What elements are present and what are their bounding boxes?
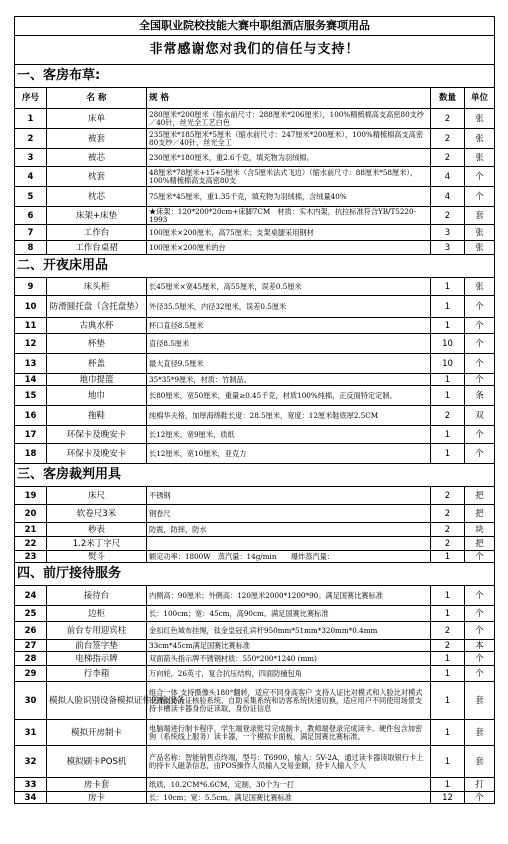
cell-name: 杯垫	[47, 334, 147, 354]
cell-unit: 个	[465, 187, 495, 207]
spec-text: 钢卷尺	[149, 508, 171, 518]
cell-no: 14	[15, 374, 47, 386]
cell-no: 1	[15, 109, 47, 129]
spec-text: 长12厘米，宽9厘米，质纸	[149, 429, 235, 439]
table-row	[15, 487, 495, 505]
table-row	[15, 207, 495, 225]
cell-unit: 个	[465, 551, 495, 563]
cell-unit: 个	[465, 426, 495, 444]
table-row	[15, 792, 495, 804]
cell-no: 8	[15, 241, 47, 255]
cell-qty: 10	[431, 334, 465, 354]
cell-no: 18	[15, 444, 47, 464]
cell-unit: 个	[465, 622, 495, 640]
cell-unit: 个	[465, 586, 495, 606]
cell-name: 地巾提篮	[47, 374, 147, 386]
cell-qty: 2	[431, 109, 465, 129]
cell-name: 行李箱	[47, 666, 147, 682]
cell-name: 软卷尺3米	[47, 505, 147, 523]
cell-no: 10	[15, 296, 47, 318]
cell-no: 2	[15, 129, 47, 149]
cell-qty: 1	[431, 778, 465, 792]
spec-text: 纯棉华夫格，加厚海绵鞋长度：28.5厘米，宽度：12厘米鞋底厚2.5CM	[149, 410, 379, 420]
cell-name: 工作台	[47, 225, 147, 241]
spec-text: 万向轮，26英寸，复合抗压结构，四面防撞包角	[149, 668, 302, 678]
cell-no: 13	[15, 354, 47, 374]
cell-qty: 4	[431, 167, 465, 187]
cell-spec	[147, 167, 431, 187]
cell-name: 环保卡及晚安卡	[47, 426, 147, 444]
spec-text: 长80厘米，宽50厘米，重量≥0.45千克，材质100%纯棉，正反面特定定制。	[149, 390, 397, 400]
cell-qty: 1	[431, 586, 465, 606]
cell-no: 32	[15, 746, 47, 778]
cell-unit: 个	[465, 444, 495, 464]
cell-no: 26	[15, 622, 47, 640]
cell-unit: 个	[465, 652, 495, 666]
table-row	[15, 666, 495, 682]
cell-name: 房卡	[47, 792, 147, 804]
cell-name: 环保卡及晚安卡	[47, 444, 147, 464]
cell-spec	[147, 406, 431, 426]
header-qty: 数量	[431, 88, 465, 109]
cell-unit: 张	[465, 278, 495, 296]
cell-no: 19	[15, 487, 47, 505]
table-row	[15, 746, 495, 778]
spec-text: 纸质，10.2CM*6.6CM，定制，30个为一打	[149, 779, 294, 789]
spec-text: 35*35*9厘米，材质：竹制品。	[149, 374, 251, 384]
cell-unit: 张	[465, 225, 495, 241]
spec-text: 235厘米*185厘米*5厘米（缩水前尺寸：247厘米*200厘米），100%精梳棉高支高密80支纱／40针，丝光全工	[149, 129, 424, 147]
cell-qty: 1	[431, 652, 465, 666]
cell-name: 枕套	[47, 167, 147, 187]
column-header-row	[15, 88, 495, 109]
cell-unit: 打	[465, 778, 495, 792]
cell-spec	[147, 505, 431, 523]
cell-qty: 1	[431, 746, 465, 778]
cell-qty: 1	[431, 318, 465, 334]
cell-name: 床头柜	[47, 278, 147, 296]
cell-name: 床架+床垫	[47, 207, 147, 225]
header-name: 名 称	[47, 88, 147, 109]
cell-spec	[147, 606, 431, 622]
spreadsheet	[14, 16, 494, 804]
spec-text: 长：100cm；宽：45cm，高90cm。满足国赛比赛标准	[149, 608, 329, 618]
supplies-table	[14, 16, 495, 804]
cell-no: 11	[15, 318, 47, 334]
cell-no: 31	[15, 720, 47, 746]
table-row	[15, 426, 495, 444]
cell-name: 防滑圆托盘（含托盘垫）	[47, 296, 147, 318]
cell-qty: 2	[431, 505, 465, 523]
cell-unit: 套	[465, 207, 495, 225]
table-row	[15, 334, 495, 354]
cell-no: 24	[15, 586, 47, 606]
cell-name: 模拟刷卡POS机	[47, 746, 147, 778]
cell-qty: 1	[431, 606, 465, 622]
cell-name: 被芯	[47, 149, 147, 167]
cell-spec	[147, 487, 431, 505]
section-heading: 二、开夜床用品	[15, 255, 495, 278]
cell-no: 29	[15, 666, 47, 682]
cell-unit: 张	[465, 241, 495, 255]
spec-text: 直径8.5厘米	[149, 338, 190, 348]
spec-text: 长45厘米×宽45厘米，高55厘米，误差0.5厘米	[149, 281, 302, 291]
cell-spec	[147, 640, 431, 652]
spec-text: 额定功率：1800W 蒸汽量：14g/min 爆炸蒸汽量：	[149, 551, 334, 561]
cell-spec	[147, 386, 431, 406]
spec-text: 组合一体 支持摄像头180°翻转，适应不同身高客户 支持人证比对模式和人脸比对模式设置支持人证核验系统、自助采集系统和访客系统快速切换，适应用户不同使用场景支持卡槽读卡器身份证读取，身份证信息	[149, 687, 423, 713]
table-row	[15, 622, 495, 640]
sheet-title: 全国职业院校技能大赛中职组酒店服务赛项用品	[15, 17, 495, 36]
cell-qty: 1	[431, 682, 465, 720]
table-row	[15, 225, 495, 241]
cell-qty: 4	[431, 187, 465, 207]
cell-name: 前台签字垫	[47, 640, 147, 652]
table-row	[15, 640, 495, 652]
cell-spec	[147, 149, 431, 167]
cell-no: 34	[15, 792, 47, 804]
cell-no: 30	[15, 682, 47, 720]
table-row	[15, 720, 495, 746]
cell-unit: 套	[465, 720, 495, 746]
table-row	[15, 318, 495, 334]
cell-qty: 2	[431, 487, 465, 505]
spec-text: 48厘米*78厘米+15+5厘米（含5厘米法式飞边）（缩水前尺寸：88厘米*58厘米），100%精梳棉高支高密80支	[149, 167, 418, 185]
cell-unit: 把	[465, 505, 495, 523]
cell-qty: 3	[431, 241, 465, 255]
cell-name: 接待台	[47, 586, 147, 606]
cell-spec	[147, 187, 431, 207]
cell-qty: 1	[431, 426, 465, 444]
thanks-row	[15, 36, 495, 65]
cell-unit: 个	[465, 606, 495, 622]
spec-text: 产品名称：智能销售点终端，型号：T6900，输入：5V-2A，通过读卡器读取银行卡上的持卡人磁条信息，由POS操作人员输入交易金额，持卡人输入个人	[149, 752, 424, 770]
cell-unit: 块	[465, 523, 495, 537]
cell-qty: 2	[431, 640, 465, 652]
cell-spec	[147, 334, 431, 354]
table-row	[15, 109, 495, 129]
cell-no: 6	[15, 207, 47, 225]
spec-text: 防震，防摔，防水	[149, 524, 207, 534]
cell-name: 1.2米丁字尺	[47, 537, 147, 551]
cell-no: 33	[15, 778, 47, 792]
cell-name: 拖鞋	[47, 406, 147, 426]
section-heading-row	[15, 563, 495, 586]
cell-qty: 2	[431, 149, 465, 167]
spec-text: 长：10cm；宽：5.5cm。满足国赛比赛标准	[149, 792, 292, 802]
cell-no: 23	[15, 551, 47, 563]
table-row	[15, 386, 495, 406]
cell-unit: 套	[465, 682, 495, 720]
cell-qty: 1	[431, 720, 465, 746]
cell-no: 3	[15, 149, 47, 167]
table-row	[15, 374, 495, 386]
cell-unit: 套	[465, 746, 495, 778]
table-row	[15, 354, 495, 374]
cell-spec	[147, 537, 431, 551]
spec-text: 33cm*45cm满足国赛比赛标准	[149, 640, 251, 650]
spec-text: 最大直径9.5厘米	[149, 358, 204, 368]
cell-no: 4	[15, 167, 47, 187]
cell-qty: 1	[431, 666, 465, 682]
cell-no: 20	[15, 505, 47, 523]
cell-spec	[147, 720, 431, 746]
cell-no: 12	[15, 334, 47, 354]
cell-spec	[147, 426, 431, 444]
cell-no: 9	[15, 278, 47, 296]
cell-spec	[147, 652, 431, 666]
cell-unit: 个	[465, 296, 495, 318]
cell-name: 模拟人脸识别设备模拟证件传输设备	[47, 682, 147, 720]
cell-qty: 1	[431, 444, 465, 464]
spec-text: 230厘米*180厘米，重2.6千克，填充物为羽绒棉。	[149, 152, 314, 162]
header-unit: 单位	[465, 88, 495, 109]
cell-no: 7	[15, 225, 47, 241]
cell-spec	[147, 666, 431, 682]
header-no: 序号	[15, 88, 47, 109]
cell-qty: 12	[431, 792, 465, 804]
table-row	[15, 241, 495, 255]
cell-unit: 个	[465, 167, 495, 187]
table-row	[15, 652, 495, 666]
cell-spec	[147, 444, 431, 464]
cell-qty: 2	[431, 406, 465, 426]
cell-no: 16	[15, 406, 47, 426]
table-row	[15, 682, 495, 720]
cell-unit: 张	[465, 149, 495, 167]
cell-unit: 张	[465, 109, 495, 129]
cell-spec	[147, 586, 431, 606]
cell-spec	[147, 551, 431, 563]
cell-spec	[147, 129, 431, 149]
cell-no: 17	[15, 426, 47, 444]
cell-qty: 2	[431, 622, 465, 640]
table-row	[15, 167, 495, 187]
cell-unit: 个	[465, 354, 495, 374]
cell-qty: 1	[431, 374, 465, 386]
cell-spec	[147, 354, 431, 374]
cell-no: 22	[15, 537, 47, 551]
cell-name: 前台专用迎宾柱	[47, 622, 147, 640]
table-row	[15, 551, 495, 563]
cell-spec	[147, 278, 431, 296]
cell-spec	[147, 778, 431, 792]
cell-unit: 个	[465, 318, 495, 334]
cell-name: 被套	[47, 129, 147, 149]
cell-no: 25	[15, 606, 47, 622]
cell-spec	[147, 523, 431, 537]
cell-name: 古典水杯	[47, 318, 147, 334]
cell-qty: 10	[431, 354, 465, 374]
cell-unit: 双	[465, 406, 495, 426]
cell-name: 枕芯	[47, 187, 147, 207]
spec-text: 100厘米×200厘米，高75厘米；支架桌腿采用钢材	[149, 227, 314, 237]
spec-text: 280厘米*200厘米（缩水前尺寸：288厘米*206厘米），100%精梳棉高支高密80支纱／40针，丝光全工艺白色	[149, 109, 425, 127]
cell-name: 电梯指示牌	[47, 652, 147, 666]
spec-text: 长12厘米，宽10厘米，亚克力	[149, 448, 247, 458]
table-row	[15, 586, 495, 606]
cell-spec	[147, 109, 431, 129]
table-row	[15, 523, 495, 537]
cell-spec	[147, 318, 431, 334]
section-heading: 三、客房裁判用具	[15, 464, 495, 487]
spec-text: 外径35.5厘米，内径32厘米，误差0.5厘米	[149, 301, 287, 311]
cell-unit: 本	[465, 640, 495, 652]
section-heading: 一、客房布草:	[15, 65, 495, 88]
cell-unit: 把	[465, 537, 495, 551]
table-row	[15, 505, 495, 523]
cell-no: 28	[15, 652, 47, 666]
cell-spec	[147, 682, 431, 720]
cell-unit: 个	[465, 666, 495, 682]
cell-spec	[147, 225, 431, 241]
section-heading-row	[15, 464, 495, 487]
spec-text: 内侧高：90厘米；外侧高：120厘米2000*1200*90。满足国赛比赛标准	[149, 590, 383, 600]
table-row	[15, 778, 495, 792]
spec-text: 金扣红色城布挂绳，钛金皇冠孔宾杆950mm*51mm*320mm*0.4mm	[149, 625, 378, 635]
spec-text: ★床架：120*200*20cm+床脚7CM 材质：实木内架，抗拉标准符合YB/T5220-1993	[149, 206, 416, 224]
cell-no: 27	[15, 640, 47, 652]
cell-qty: 1	[431, 551, 465, 563]
cell-qty: 1	[431, 278, 465, 296]
cell-qty: 2	[431, 129, 465, 149]
cell-no: 15	[15, 386, 47, 406]
cell-name: 工作台桌裙	[47, 241, 147, 255]
cell-name: 床单	[47, 109, 147, 129]
cell-no: 5	[15, 187, 47, 207]
cell-no: 21	[15, 523, 47, 537]
spec-text: 不锈钢	[149, 490, 171, 500]
cell-spec	[147, 207, 431, 225]
cell-spec	[147, 746, 431, 778]
spec-text: 电脑端进行制卡程序，学生端登录账号完成制卡，教师端登录完成读卡。硬件包含加密狗（系统线上服务）读卡器，一个模拟卡面板，满足国赛比赛标准。	[149, 723, 423, 741]
cell-spec	[147, 374, 431, 386]
cell-qty: 1	[431, 386, 465, 406]
thanks-banner: 非常感谢您对我们的信任与支持！	[15, 36, 495, 65]
section-heading-row	[15, 65, 495, 88]
cell-name: 杯盖	[47, 354, 147, 374]
section-heading: 四、前厅接待服务	[15, 563, 495, 586]
table-row	[15, 149, 495, 167]
table-row	[15, 129, 495, 149]
cell-qty: 2	[431, 207, 465, 225]
cell-qty: 2	[431, 523, 465, 537]
cell-unit: 个	[465, 334, 495, 354]
cell-qty: 1	[431, 296, 465, 318]
spec-text: 100厘米×200厘米的台	[149, 242, 226, 252]
cell-spec	[147, 622, 431, 640]
header-spec: 规 格	[147, 88, 431, 109]
cell-unit: 张	[465, 129, 495, 149]
spec-text: 75厘米*45厘米，重1.35千克，填充物为羽绒棉，含绒量40%	[149, 191, 347, 201]
cell-name: 模拟开房制卡	[47, 720, 147, 746]
cell-name: 床尺	[47, 487, 147, 505]
cell-unit: 把	[465, 487, 495, 505]
table-row	[15, 296, 495, 318]
cell-name: 熨斗	[47, 551, 147, 563]
cell-unit: 条	[465, 386, 495, 406]
cell-name: 秒表	[47, 523, 147, 537]
spec-text: 杯口直径8.5厘米	[149, 320, 204, 330]
cell-spec	[147, 792, 431, 804]
table-row	[15, 406, 495, 426]
cell-name: 边柜	[47, 606, 147, 622]
cell-qty: 2	[431, 537, 465, 551]
spec-text: 双面箭头指示牌不锈钢材质：550*200*1240 (mm)	[149, 653, 317, 663]
title-row	[15, 17, 495, 36]
cell-spec	[147, 241, 431, 255]
cell-spec	[147, 296, 431, 318]
cell-name: 房卡套	[47, 778, 147, 792]
table-row	[15, 606, 495, 622]
section-heading-row	[15, 255, 495, 278]
cell-name: 地巾	[47, 386, 147, 406]
table-row	[15, 537, 495, 551]
table-row	[15, 444, 495, 464]
cell-unit: 个	[465, 792, 495, 804]
table-row	[15, 278, 495, 296]
table-row	[15, 187, 495, 207]
cell-qty: 3	[431, 225, 465, 241]
cell-unit: 个	[465, 374, 495, 386]
